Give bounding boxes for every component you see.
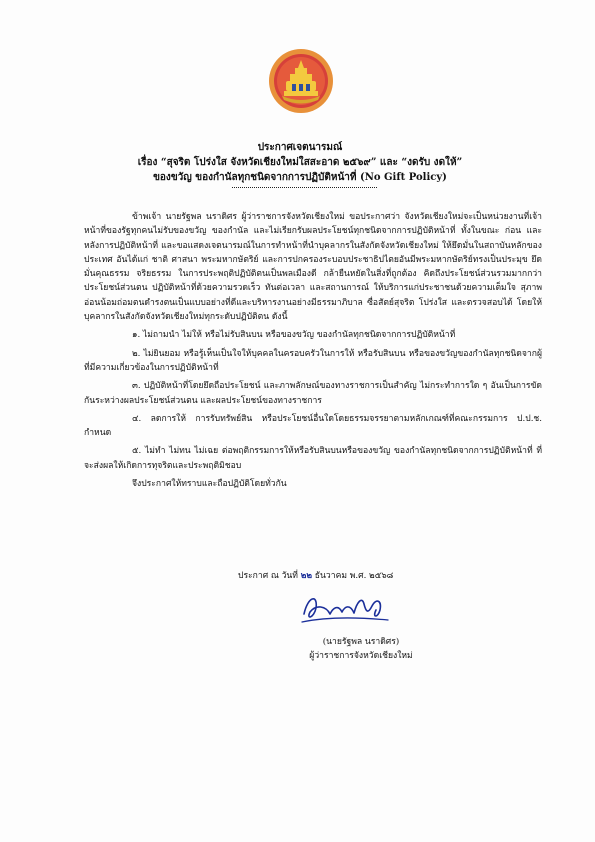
signer-title: ผู้ว่าราชการจังหวัดเชียงใหม่ xyxy=(309,651,413,661)
signer-name: (นายรัฐพล นราดิศร) xyxy=(322,637,400,647)
closing-statement: จึงประกาศให้ทราบและถือปฏิบัติโดยทั่วกัน xyxy=(132,479,287,490)
list-item: ๒. ไม่ยินยอม หรือรู้เห็นเป็นใจให้บุคคลในครอบครัวในการให้ หรือรับสินบน หรือของขวัญของกำนัลทุกชนิดจากผู้ที่มีความเกี่ยวข้องในการปฏิบัติหน้าที่ xyxy=(84,348,542,373)
date-prefix: ประกาศ ณ วันที่ xyxy=(238,571,298,581)
list-item: ๑. ไม่ถามนำ ไม่ให้ หรือไม่รับสินบน หรือของขวัญ ของกำนัลทุกชนิดจากการปฏิบัติหน้าที่ xyxy=(132,330,456,341)
announcement-body xyxy=(84,210,542,491)
provincial-seal-icon xyxy=(268,48,334,114)
announcement-title: ประกาศเจตนารมณ์ xyxy=(257,142,343,153)
list-item: ๕. ไม่ทำ ไม่ทน ไม่เฉย ต่อพฤติกรรมการให้หรือรับสินบนหรือของขวัญ ของกำนัลทุกชนิดจากการปฏิบัติหน้าที่ ที่จะส่งผลให้เกิดการทุจริตและประพฤติมิชอบ xyxy=(84,446,542,471)
date-rest: ธันวาคม พ.ศ. ๒๕๖๘ xyxy=(314,571,394,581)
announcement-subject-line2: ของขวัญ ของกำนัลทุกชนิดจากการปฏิบัติหน้าที่ (No Gift Policy) xyxy=(153,172,447,183)
announcement-date xyxy=(238,568,498,582)
list-item: ๓. ปฏิบัติหน้าที่โดยยึดถือประโยชน์ และภาพลักษณ์ของทางราชการเป็นสำคัญ ไม่กระทำการใด ๆ อันเป็นการขัดกันระหว่างผลประโยชน์ส่วนตน และผลประโยชน์ของทางราชการ xyxy=(84,381,542,406)
intro-paragraph: ข้าพเจ้า นายรัฐพล นราดิศร ผู้ว่าราชการจังหวัดเชียงใหม่ ขอประกาศว่า จังหวัดเชียงใหม่จะเป็นหน่วยงานที่เจ้าหน้าที่ของรัฐทุกคนไม่รับของขวัญ ของกำนัล และไม่เรียกรับผลประโยชน์ทุกชนิดจากการปฏิบัติหน้าที่ ทั้งในขณะ ก่อน และหลังการปฏิบัติหน้าที่ และขอแสดงเจตนารมณ์ในการทำหน้าที่นำบุคลากรในสังกัดจังหวัดเชียงใหม่ ให้ยึดมั่นในสถาบันหลักของประเทศ อันได้แก่ ชาติ ศาสนา พระมหากษัตริย์ และการปกครองระบอบประชาธิปไตยอันมีพระมหากษัตริย์ทรงเป็นประมุข ยึดมั่นคุณธรรม จริยธรรม ในการประพฤติปฏิบัติตนเป็นพลเมืองดี กล้ายืนหยัดในสิ่งที่ถูกต้อง คิดถึงประโยชน์ส่วนรวมมากกว่าประโยชน์ส่วนตน ปฏิบัติหน้าที่ด้วยความรวดเร็ว ทันต่อเวลา และสถานการณ์ ให้บริการแก่ประชาชนด้วยความเต็มใจ สุภาพ อ่อนน้อมถ่อมตนดำรงตนเป็นแบบอย่างที่ดีและบริหารงานอย่างมีธรรมาภิบาล ซื่อสัตย์สุจริต โปร่งใส และตรวจสอบได้ โดยให้บุคลากรในสังกัดจังหวัดเชียงใหม่ทุกระดับปฏิบัติตน ดังนี้ xyxy=(84,212,542,323)
date-day: ๒๒ xyxy=(300,571,313,581)
signer-block xyxy=(296,635,426,663)
announcement-subject: เรื่อง “สุจริต โปร่งใส จังหวัดเชียงใหม่ใสสะอาด ๒๕๖๙” และ “งดรับ งดให้” xyxy=(137,157,463,168)
announcement-header xyxy=(100,140,500,185)
dotted-divider xyxy=(232,187,377,188)
signature-image xyxy=(296,584,396,632)
list-item: ๔. ลดการให้ การรับทรัพย์สิน หรือประโยชน์อื่นใดโดยธรรมจรรยาตามหลักเกณฑ์ที่คณะกรรมการ ป.ป.ช. กำหนด xyxy=(84,413,542,439)
